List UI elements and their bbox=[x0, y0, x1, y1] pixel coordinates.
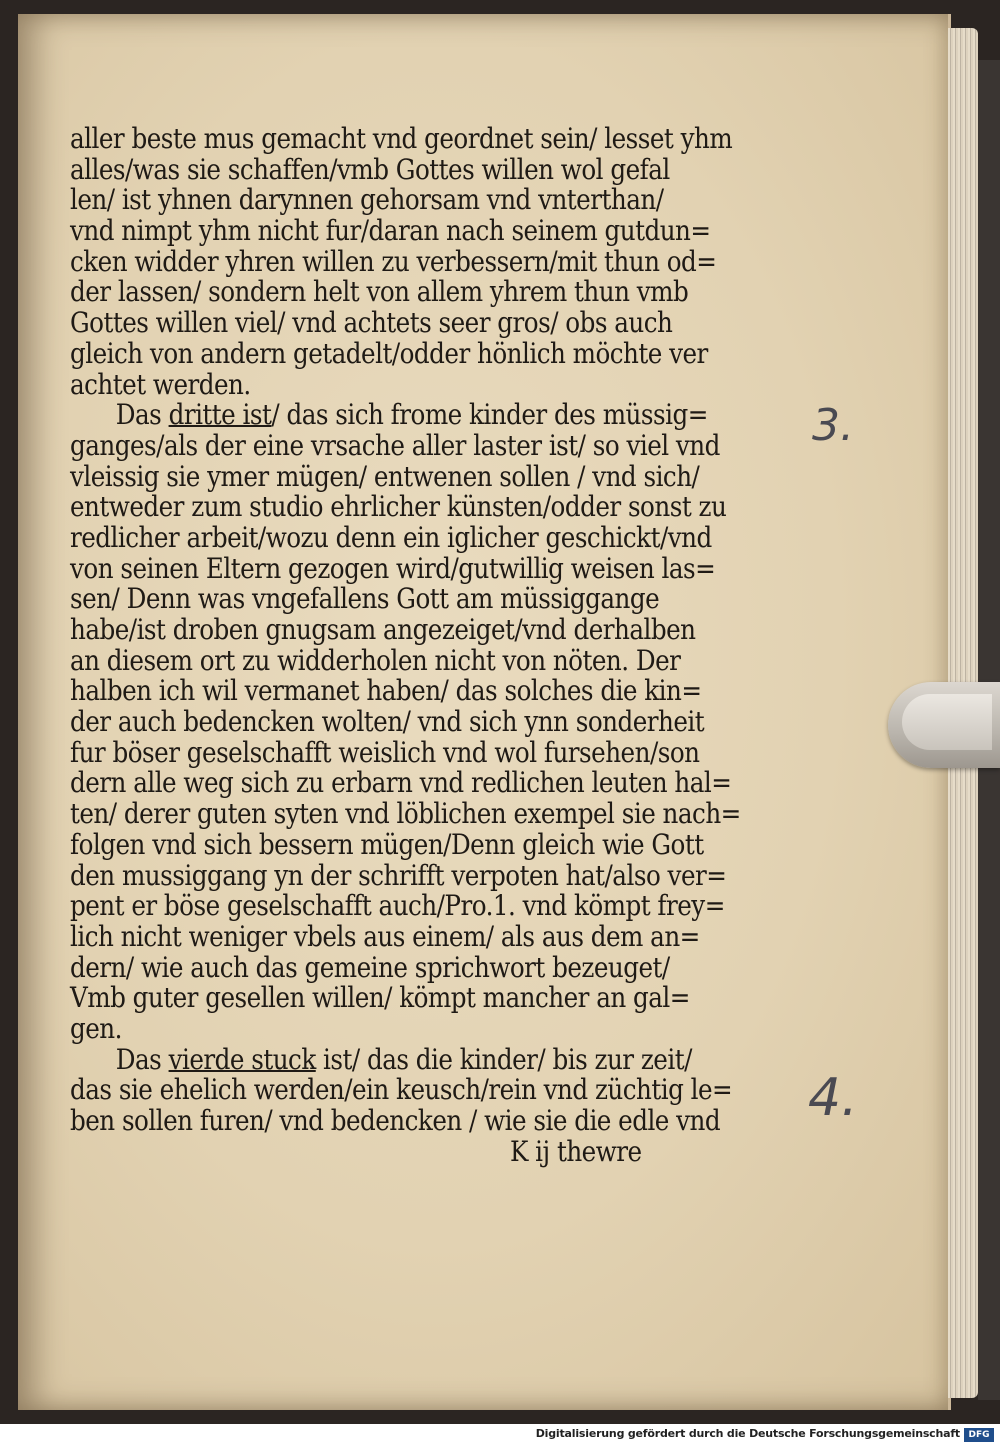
page-clip bbox=[888, 682, 1000, 768]
paragraph-3-lead: Das bbox=[115, 398, 169, 432]
text-line: an diesem ort zu widderholen nicht von nöten. Der bbox=[70, 643, 681, 677]
text-line: sen/ Denn was vngefallens Gott am müssiggange bbox=[70, 582, 660, 616]
page-text bbox=[70, 124, 739, 1167]
paragraph-4-first-line bbox=[70, 1042, 739, 1076]
text-line: Gottes willen viel/ vnd achtets seer gros/ obs auch bbox=[70, 306, 673, 340]
margin-note-4: 4. bbox=[808, 1068, 858, 1128]
text-line: pent er böse geselschafft auch/Pro.1. vnd kömpt frey= bbox=[70, 889, 725, 923]
text-line: ganges/als der eine vrsache aller laster ist/ so viel vnd bbox=[70, 428, 720, 462]
footer-bar bbox=[0, 1424, 1000, 1446]
paragraph-4-term: vierde stuck bbox=[168, 1042, 316, 1076]
paragraph-4-body bbox=[70, 1075, 739, 1136]
text-line: fur böser geselschafft weislich vnd wol fursehen/son bbox=[70, 735, 700, 769]
paragraph-3-term: dritte ist bbox=[168, 398, 272, 432]
text-line: ten/ derer guten syten vnd löblichen exempel sie nach= bbox=[70, 797, 741, 831]
paragraph-2-end bbox=[70, 124, 739, 400]
text-line: halben ich wil vermanet haben/ das solches die kin= bbox=[70, 674, 702, 708]
text-line: vleissig sie ymer mügen/ entwenen sollen / vnd sich/ bbox=[70, 459, 700, 493]
text-line: lich nicht weniger vbels aus einem/ als aus dem an= bbox=[70, 919, 700, 953]
page-clip-highlight bbox=[902, 694, 992, 750]
text-line: habe/ist droben gnugsam angezeiget/vnd derhalben bbox=[70, 613, 696, 646]
text-line: gen. bbox=[70, 1011, 122, 1045]
text-line: achtet werden. bbox=[70, 367, 251, 401]
text-line: den mussiggang yn der schrifft verpoten hat/also ver= bbox=[70, 858, 727, 892]
text-line: gleich von andern getadelt/odder hönlich möchte ver bbox=[70, 336, 708, 370]
text-line: alles/was sie schaffen/vmb Gottes willen wol gefal bbox=[70, 152, 670, 186]
text-line: cken widder yhren willen zu verbessern/mit thun od= bbox=[70, 244, 717, 278]
text-line: entweder zum studio ehrlicher künsten/odder sonst zu bbox=[70, 490, 727, 524]
text-line: vnd nimpt yhm nicht fur/daran nach seinem gutdun= bbox=[70, 214, 711, 248]
text-line: der lassen/ sondern helt von allem yhrem thun vmb bbox=[70, 275, 689, 309]
paragraph-4-lead: Das bbox=[115, 1042, 169, 1076]
text-line: aller beste mus gemacht vnd geordnet sein/ lesset yhm bbox=[70, 122, 733, 155]
text-line: das sie ehelich werden/ein keusch/rein vnd züchtig le= bbox=[70, 1073, 733, 1107]
text-line: Vmb guter gesellen willen/ kömpt mancher an gal= bbox=[70, 981, 690, 1015]
text-line: dern/ wie auch das gemeine sprichwort bezeuget/ bbox=[70, 950, 670, 984]
text-line: der auch bedencken wolten/ vnd sich ynn sonderheit bbox=[70, 705, 705, 739]
paragraph-3-first-line bbox=[70, 400, 739, 431]
text-line: redlicher arbeit/wozu denn ein iglicher geschickt/vnd bbox=[70, 520, 712, 554]
paragraph-3-rest: / das sich frome kinder des müssig= bbox=[271, 398, 708, 432]
text-line: von seinen Eltern gezogen wird/gutwillig weisen las= bbox=[70, 551, 716, 585]
dfg-logo: DFG bbox=[964, 1428, 994, 1442]
text-line: ben sollen furen/ vnd bedencken / wie sie die edle vnd bbox=[70, 1104, 721, 1137]
text-line: dern alle weg sich zu erbarn vnd redlichen leuten hal= bbox=[70, 766, 732, 800]
margin-note-3: 3. bbox=[812, 400, 854, 451]
catchword-line: K ij thewre bbox=[510, 1134, 642, 1168]
text-line: folgen vnd sich bessern mügen/Denn gleich wie Gott bbox=[70, 827, 704, 861]
paragraph-3-body bbox=[70, 428, 741, 1045]
text-line: len/ ist yhnen darynnen gehorsam vnd vnterthan/ bbox=[70, 183, 664, 217]
footer-credit: Digitalisierung gefördert durch die Deutsche Forschungsgemeinschaft bbox=[535, 1427, 960, 1440]
paragraph-4-rest: ist/ das die kinder/ bis zur zeit/ bbox=[315, 1042, 692, 1076]
